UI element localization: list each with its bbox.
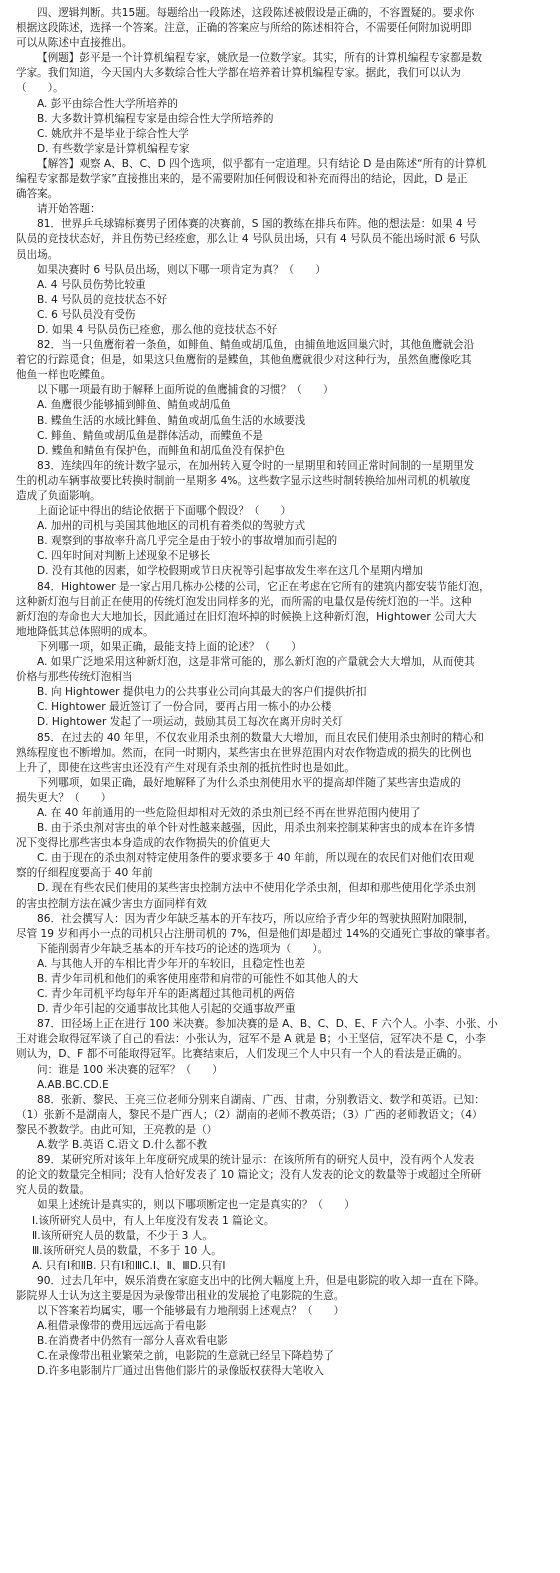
text-line: 82．当一只鱼鹰衔着一条鱼，如鲱鱼、鲭鱼或胡瓜鱼，由捕鱼地返回巢穴时，其他鱼鹰就会沿 (37, 339, 475, 352)
text-line: A. 彭平由综合性大学所培养的 (37, 97, 178, 110)
text-line: 下能削弱青少年缺乏基本的开车技巧的论述的选项为（ ）。 (37, 942, 329, 955)
text-line: B. 鲽鱼生活的水域比鲱鱼、鲭鱼或胡瓜鱼生活的水域要浅 (37, 414, 306, 427)
text-line: 黎民不教数学。由此可知，王亮教的是（） (16, 1123, 218, 1136)
text-line: 上面论证中得出的结论依据于下面哪个假设？（ ） (37, 505, 292, 518)
text-line: 尽管 19 岁和再小一点的司机只占注册司机的 7%，但是他们却是超过 14%的交通死亡事故的肇事者。 (16, 927, 497, 940)
text-line: 的害虫控制方法在减少害虫方面同样有效 (16, 897, 207, 910)
text-line: D. 现在有些农民们使用的某些害虫控制方法中不使用化学杀虫剂，但却和那些使用化学杀虫剂 (37, 882, 476, 895)
text-line: B. 由于杀虫剂对害虫的单个针对性越来越强，因此，用杀虫剂来控制某种害虫的成本在许多情 (37, 822, 475, 835)
text-line: 学家。我们知道，今天国内大多数综合性大学都在培养着计算机编程专家。据此，我们可以认为 (16, 67, 461, 80)
text-line: 83．连续四年的统计数字显示，在加州转入夏令时的一星期里和转回正常时间制的一星期里发 (37, 459, 475, 472)
text-line: B. 向 Hightower 提供电力的公共事业公司向其最大的客户们提供折扣 (37, 686, 367, 699)
text-line: A.数学 B.英语 C.语文 D.什么都不教 (37, 1139, 207, 1152)
text-line: 85．在过去的 40 年里，不仅农业用杀虫剂的数量大大增加，而且农民们使用杀虫剂时的精心和 (37, 731, 484, 744)
text-line: 以下哪一项最有助于解释上面所说的鱼鹰捕食的习惯？（ ） (37, 384, 334, 397)
text-line: C. 6 号队员没有受伤 (37, 308, 136, 321)
text-line: 队员的竞技状态好，并且伤势已经痊愈，那么让 4 号队员出场，只有 4 号队员不能出场时派 6 号队 (16, 233, 481, 246)
text-line: 生的机动车辆事故要比转换时制前一星期多 4%。这些数字显示这些时制转换给加州司机的机敏度 (16, 474, 471, 487)
text-line: 新灯泡的寿命也大大地加长，因此通过在旧灯泡坏掉的时候换上这种新灯泡，Hightower 公司大大 (16, 610, 477, 623)
text-line: 88．张新、黎民、王亮三位老师分别来自湖南、广西、甘肃，分别教语文、数学和英语。已知： (37, 1093, 485, 1106)
text-line: A. 在 40 年前通用的一些危险但却相对无效的杀虫剂已经不再在世界范围内使用了 (37, 806, 421, 819)
text-line: 89．某研究所对该年上年度研究成果的统计显示：在该所所有的研究人员中，没有两个人发表 (37, 1154, 475, 1167)
text-line: 【例题】彭平是一个计算机编程专家，姚欣是一位数学家。其实，所有的计算机编程专家都是数 (37, 52, 482, 65)
text-line: C. 姚欣并不是毕业于综合性大学 (37, 127, 189, 140)
text-line: A. 加州的司机与美国其他地区的司机有着类似的驾驶方式 (37, 520, 306, 533)
text-line: A. 4 号队员伤势比较重 (37, 278, 146, 291)
text-line: 究人员的数量。 (16, 1184, 91, 1197)
text-line: B. 大多数计算机编程专家是由综合性大学所培养的 (37, 112, 274, 125)
text-line: 价格与那些传统灯泡相当 (16, 671, 133, 684)
text-line: Ⅱ.该所研究人员的数量，不少于 3 人。 (32, 1229, 213, 1242)
text-line: C. Hightower 最近签订了一份合同，要再占用一栋小的办公楼 (37, 701, 332, 714)
text-line: 影院界人士认为这主要是因为录像带出租业的发展抢了电影院的生意。 (16, 1289, 345, 1302)
text-line: 地地降低其总体照明的成本。 (16, 625, 154, 638)
text-line: B.在消费者中仍然有一部分人喜欢看电影 (37, 1335, 228, 1348)
text-line: C. 鲱鱼、鲭鱼或胡瓜鱼是群体活动，而鲽鱼不是 (37, 429, 264, 442)
text-line: D. 青少年引起的交通事故比其他人引起的交通事故严重 (37, 1003, 296, 1016)
text-line: 他鱼一样也吃鲽鱼。 (16, 369, 112, 382)
text-line: A. 鱼鹰很少能够捕到鲱鱼、鲭鱼或胡瓜鱼 (37, 399, 231, 412)
text-line: 的论文的数量完全相同；没有人恰好发表了 10 篇论文；没有人发表的论文的数量等于或超过全所研 (16, 1169, 482, 1182)
text-line: Ⅲ.该所研究人员的数量，不多于 10 人。 (32, 1244, 222, 1257)
text-line: D. 没有其他的因素，如学校假期或节日庆祝等引起事故发生率在这几个星期内增加 (37, 565, 423, 578)
text-line: 则认为，D、F 都不可能取得冠军。比赛结束后，人们发现三个人中只有一个人的看法是正确的。 (16, 1048, 468, 1061)
text-line: D. 有些数学家是计算机编程专家 (37, 142, 190, 155)
text-line: 如果决赛时 6 号队员出场，则以下哪一项肯定为真？（ ） (37, 263, 326, 276)
text-line: 下列哪一项，如果正确，最能支持上面的论述？（ ） (37, 640, 302, 653)
text-line: C. 由于现在的杀虫剂对特定使用条件的要求要多于 40 年前，所以现在的农民们对他们农田观 (37, 852, 474, 865)
text-line: A.AB.BC.CD.E (37, 1078, 109, 1091)
text-line: 上升了，即使在这些害虫还没有产生对现有杀虫剂的抵抗性时也是如此。 (16, 761, 355, 774)
text-line: （ ）。 (16, 82, 64, 95)
text-line: D. 鲽鱼和鲭鱼有保护色，而鲱鱼和胡瓜鱼没有保护色 (37, 444, 285, 457)
text-line: 员出场。 (16, 248, 59, 261)
text-line: B. 青少年司机和他们的乘客使用座带和肩带的可能性不如其他人的大 (37, 973, 359, 985)
text-line: Ⅰ.该所研究人员中，有人上年度没有发表 1 篇论文。 (32, 1214, 275, 1227)
text-line: 可以从陈述中直接推出。 (16, 37, 133, 50)
text-line: 造成了负面影响。 (16, 490, 101, 502)
text-line: 81．世界乒乓球锦标赛男子团体赛的决赛前，S 国的教练在排兵布阵。他的想法是：如果 4 号 (37, 218, 477, 231)
text-line: 四、逻辑判断。共15题。每题给出一段陈述，这段陈述被假设是正确的，不容置疑的。要求你 (37, 7, 475, 19)
text-line: 确答案。 (16, 188, 59, 201)
text-line: A.租借录像带的费用远远高于看电影 (37, 1320, 207, 1333)
text-line: B. 观察到的事故率升高几乎完全是由于较小的事故增加而引起的 (37, 535, 338, 548)
text-line: D. Hightower 发起了一项运动，鼓励其员工每次在离开房时关灯 (37, 716, 343, 729)
text-line: D. 如果 4 号队员伤已痊愈，那么他的竞技状态不好 (37, 323, 278, 336)
text-line: 王对谁会取得冠军谈了自己的看法：小张认为，冠军不是 A 就是 B；小王坚信，冠军决不是 C，小李 (16, 1033, 486, 1046)
text-line: 编程专家都是数学家”直接推出来的，是不需要附加任何假设和补充而得出的结论，因此，D 是正 (16, 173, 468, 186)
text-line: 根据这段陈述，选择一个答案。注意，正确的答案应与所给的陈述相符合，不需要任何附加说明即 (16, 22, 472, 35)
text-line: 问：谁是 100 米决赛的冠军？（ ） (37, 1063, 223, 1076)
text-line: 84．Hightower 是一家占用几栋办公楼的公司，它正在考虑在它所有的建筑内都安装节能灯泡， (37, 580, 490, 593)
text-line: C. 青少年司机平均每年开车的距离超过其他司机的两倍 (37, 988, 295, 1001)
text-line: 87．田径场上正在进行 100 米决赛。参加决赛的是 A、B、C、D、E、F 六个人。小李、小张、小 (37, 1018, 498, 1031)
text-line: C. 四年时间对判断上述现象不足够长 (37, 550, 211, 563)
text-line: 下列哪项，如果正确，最好地解释了为什么杀虫剂使用水平的提高却伴随了某些害虫造成的 (37, 776, 461, 789)
text-line: 【解答】观察 A、B、C、D 四个选项，似乎都有一定道理。只有结论 D 是由陈述“所有的计算机 (37, 157, 487, 170)
text-line: A. 只有Ⅰ和ⅡB. 只有Ⅰ和ⅢC.Ⅰ、Ⅱ、ⅢD.只有Ⅰ (32, 1259, 226, 1272)
text-line: 熟练程度也不断增加。然而，在同一时期内，某些害虫在世界范围内对农作物造成的损失的比例也 (16, 746, 472, 759)
text-line: （1）张新不是湖南人，黎民不是广西人；（2）湖南的老师不教英语；（3）广西的老师教语文；（4） (16, 1108, 483, 1121)
text-line: 请开始答题： (37, 203, 101, 216)
text-line: A. 如果广泛地采用这种新灯泡，这是非常可能的，那么新灯泡的产量就会大大增加，从而使其 (37, 656, 475, 669)
text-line: B. 4 号队员的竞技状态不好 (37, 293, 168, 306)
text-line: D.许多电影制片厂通过出售他们影片的录像版权获得大笔收入 (37, 1365, 324, 1378)
text-line: 如果上述统计是真实的，则以下哪项断定也一定是真实的？（ ） (37, 1199, 355, 1212)
text-line: 这种新灯泡与目前正在使用的传统灯泡发出同样多的光，而所需的电量仅是传统灯泡的一半。这种 (16, 595, 472, 608)
text-line: 86．社会撰写人：因为青少年缺乏基本的开车技巧，所以应给予青少年的驾驶执照附加限制， (37, 912, 475, 925)
text-line: 况下变得比那些害虫本身造成的农作物损失的价值更大 (16, 837, 271, 850)
text-line: 90．过去几年中，娱乐消费在家庭支出中的比例大幅度上升，但是电影院的收入却一直在下降。 (37, 1274, 485, 1287)
text-line: C.在录像带出租业繁荣之前，电影院的生意就已经呈下降趋势了 (37, 1350, 334, 1363)
text-line: 以下答案若均属实，哪一个能够最有力地削弱上述观点？（ ） (37, 1305, 345, 1318)
text-line: A. 与其他人开的车相比青少年开的车较旧，且稳定性也差 (37, 957, 306, 970)
text-line: 着它的行踪觅食；但是，如果这只鱼鹰衔的是鲽鱼，其他鱼鹰就很少对这种行为，虽然鱼鹰像吃其 (16, 354, 472, 367)
text-line: 察的仔细程度要高于 40 年前 (16, 867, 153, 880)
text-line: 损失更大？（ ） (16, 791, 112, 804)
